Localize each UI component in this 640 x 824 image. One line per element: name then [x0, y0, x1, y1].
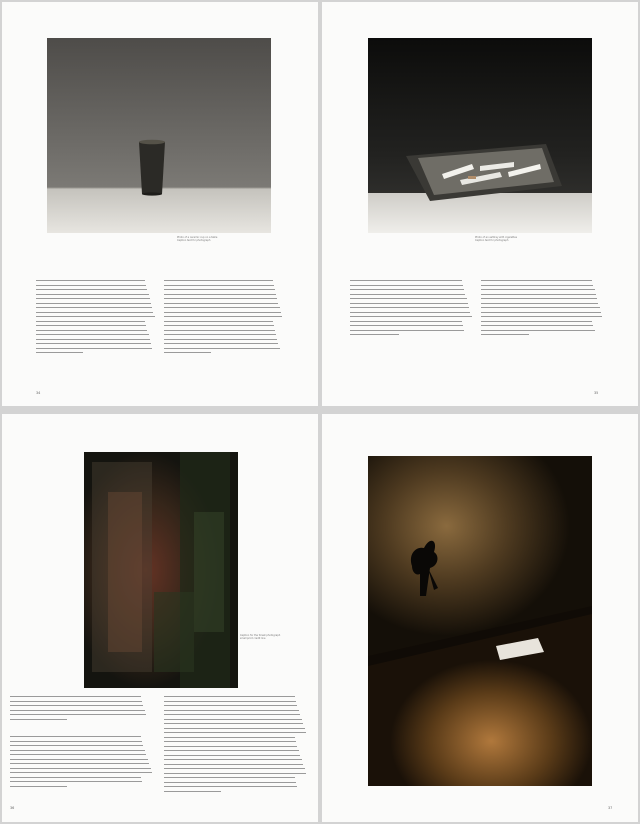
ashtray-still-life-icon [368, 38, 592, 233]
text-line [164, 773, 306, 774]
text-line [164, 728, 305, 729]
text-line [36, 298, 150, 299]
text-line [164, 280, 273, 281]
page-36 [2, 414, 318, 822]
text-line [350, 280, 462, 281]
text-line [164, 719, 302, 720]
text-line [10, 786, 67, 787]
text-column [164, 696, 306, 792]
text-column [164, 280, 283, 356]
text-line [481, 303, 599, 304]
text-line [164, 714, 300, 715]
text-line [164, 764, 303, 765]
text-line [164, 348, 280, 349]
text-line [10, 772, 152, 773]
text-line [10, 710, 145, 711]
text-line [36, 334, 149, 335]
text-line [350, 294, 465, 295]
text-line [164, 307, 280, 308]
text-line [164, 782, 296, 783]
text-line [36, 280, 145, 281]
text-line [164, 737, 295, 738]
text-line [164, 741, 296, 742]
text-line [10, 754, 146, 755]
text-line [164, 285, 274, 286]
text-line [350, 325, 463, 326]
text-line [481, 312, 601, 313]
forest-photo [84, 452, 238, 688]
text-line [164, 755, 300, 756]
cup-photo [47, 38, 271, 233]
text-line [350, 312, 470, 313]
text-line [36, 352, 83, 353]
text-line [350, 303, 468, 304]
text-line [36, 316, 155, 317]
text-line [481, 285, 594, 286]
text-line [36, 325, 146, 326]
text-line [164, 312, 281, 313]
page-35 [322, 2, 638, 406]
text-line [350, 298, 467, 299]
text-line [481, 280, 593, 281]
text-line [164, 330, 275, 331]
shadow-photo [368, 456, 592, 786]
text-line [164, 696, 295, 697]
text-line [481, 307, 600, 308]
text-line [481, 289, 595, 290]
credits-right [164, 696, 306, 792]
text-line [350, 330, 464, 331]
text-line [36, 348, 152, 349]
text-line [164, 294, 277, 295]
text-column [481, 280, 603, 338]
text-line [36, 343, 151, 344]
text-line [10, 701, 142, 702]
credits-left [10, 736, 152, 792]
text-line [164, 701, 296, 702]
text-column [10, 736, 152, 792]
text-line [164, 334, 277, 335]
photo-caption: Caption for the forest photograph small print credit line [240, 634, 281, 641]
text-line [350, 321, 462, 322]
text-column [10, 696, 152, 720]
text-line [481, 334, 530, 335]
text-column [36, 280, 155, 356]
text-line [481, 330, 595, 331]
text-line [36, 321, 145, 322]
photo-caption: Photo of a ceramic cup on a table Caption text for photograph [177, 236, 218, 243]
text-line [164, 723, 303, 724]
shadow-on-wall-icon [368, 456, 592, 786]
dark-forest-icon [84, 452, 238, 688]
text-line [10, 714, 146, 715]
text-line [164, 791, 221, 792]
text-line [164, 710, 299, 711]
text-line [36, 330, 147, 331]
text-line [36, 307, 152, 308]
text-line [10, 750, 145, 751]
text-line [10, 781, 142, 782]
page-34 [2, 2, 318, 406]
text-line [164, 303, 279, 304]
text-line [10, 745, 143, 746]
text-line [164, 750, 299, 751]
text-line [350, 307, 469, 308]
body-text [350, 280, 602, 338]
text-line [164, 777, 295, 778]
text-line [10, 768, 151, 769]
text-line [10, 705, 143, 706]
text-line [164, 768, 305, 769]
text-line [36, 303, 151, 304]
page-number: 37 [608, 806, 613, 810]
text-line [481, 298, 598, 299]
text-line [164, 732, 306, 733]
text-column [350, 280, 472, 338]
text-line [481, 325, 594, 326]
text-line [350, 289, 464, 290]
text-line [36, 339, 150, 340]
text-line [164, 316, 283, 317]
body-text [36, 280, 282, 356]
text-line [36, 289, 147, 290]
text-line [10, 736, 141, 737]
text-line [481, 321, 593, 322]
text-line [10, 777, 141, 778]
text-line [10, 741, 142, 742]
text-line [36, 285, 146, 286]
text-line [10, 696, 141, 697]
text-line [164, 746, 297, 747]
ashtray-photo [368, 38, 592, 233]
text-line [10, 719, 67, 720]
text-line [164, 289, 275, 290]
text-line [164, 786, 297, 787]
text-line [36, 312, 153, 313]
text-line [350, 334, 399, 335]
text-line [164, 343, 279, 344]
text-line [164, 759, 302, 760]
cup-still-life-icon [47, 38, 271, 233]
text-line [164, 325, 274, 326]
page-37 [322, 414, 638, 822]
page-number: 35 [594, 391, 599, 395]
text-line [10, 763, 149, 764]
photo-caption: Photo of an ashtray with cigarettes Caption text for photograph [475, 236, 517, 243]
text-line [481, 316, 603, 317]
text-line [36, 294, 149, 295]
text-line [164, 321, 273, 322]
text-line [481, 294, 596, 295]
intro-text [10, 696, 152, 720]
text-line [164, 705, 297, 706]
text-line [10, 759, 148, 760]
text-line [164, 352, 211, 353]
text-line [164, 298, 278, 299]
text-line [350, 316, 472, 317]
text-line [350, 285, 463, 286]
text-line [164, 339, 278, 340]
page-number: 34 [36, 391, 41, 395]
page-number: 36 [10, 806, 15, 810]
